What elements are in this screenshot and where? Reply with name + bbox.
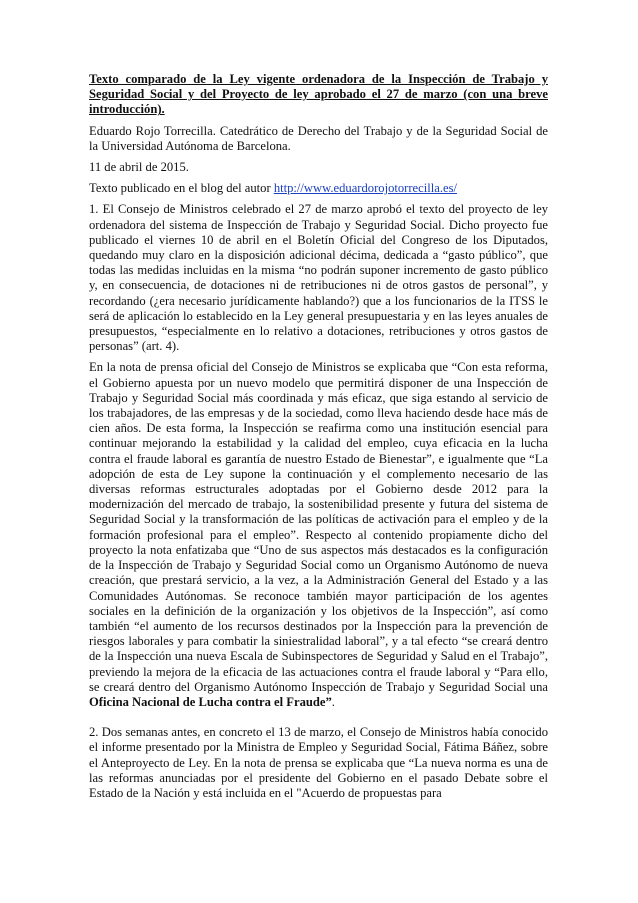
blog-link[interactable]: http://www.eduardorojotorrecilla.es/ (273, 181, 457, 196)
author-line: Eduardo Rojo Torrecilla. Catedrático de Derecho del Trabajo y de la Seguridad Social de la Universidad Autónoma de Barcelona. (89, 123, 548, 153)
blog-prefix: Texto publicado en el blog del autor (89, 181, 274, 196)
document-page (89, 72, 548, 807)
paragraph-2 (89, 360, 548, 710)
paragraph-2-text: En la nota de prensa oficial del Consejo de Ministros se explicaba que “Con esta reforma, el Gobierno apuesta por un nuevo modelo que permitirá disponer de una Inspección de Trabajo y Seguridad Social más coordinada y más eficaz, que siga estando al servicio de los trabajadores, de las empresas y de la sociedad, como lleva haciendo desde hace más de cien años. De esta forma, la Inspección se reafirma como una institución esencial para continuar mejorando la estabilidad y la calidad del empleo, cuya eficacia en la lucha contra el fraude laboral es garantía de nuestro Estado de Bienestar”, e igualmente que “La adopción de esta de Ley supone la continuación y el complemento necesario de las diversas reformas estructurales adoptadas por el Gobierno desde 2012 para la modernización del mercado de trabajo, la sostenibilidad presente y futura del sistema de Seguridad Social y la transformación de las políticas de activación para el empleo y de la formación profesional para el empleo”. Respecto al contenido propiamente dicho del proyecto la nota enfatizaba que “Uno de sus aspectos más destacados es la configuración de la Inspección de Trabajo y Seguridad Social como un Organismo Autónomo de nueva creación, que prestará servicio, a la vez, a la Administración General del Estado y a las Comunidades Autónomas. Se reconoce también mayor participación de los agentes sociales en la definición de la organización y los objetivos de la Inspección”, así como también “el aumento de los recursos destinados por la Inspección para la prevención de riesgos laborales y para combatir la siniestralidad laboral”, y a tal efecto “se creará dentro de la Inspección una nueva Escala de Subinspectores de Seguridad y Salud en el Trabajo”, previendo la mejora de la eficacia de las actuaciones contra el fraude laboral y “Para ello, se creará dentro del Organismo Autónomo Inspección de Trabajo y Seguridad Social una (89, 360, 548, 694)
paragraph-2-bold: Oficina Nacional de Lucha contra el Fraude” (89, 694, 332, 709)
paragraph-2-end: . (331, 694, 335, 709)
document-title: Texto comparado de la Ley vigente ordenadora de la Inspección de Trabajo y Seguridad Social y del Proyecto de ley aprobado el 27 de marzo (con una breve introducción). (89, 72, 548, 117)
date-line: 11 de abril de 2015. (89, 160, 189, 175)
paragraph-3: 2. Dos semanas antes, en concreto el 13 de marzo, el Consejo de Ministros había conocido el informe presentado por la Ministra de Empleo y Seguridad Social, Fátima Báñez, sobre el Anteproyecto de Ley. En la nota de prensa se explicaba que “La nueva norma es una de las reformas anunciadas por el presidente del Gobierno en el pasado Debate sobre el Estado de la Nación y está incluida en el "Acuerdo de propuestas para (89, 725, 548, 800)
blog-line (89, 181, 548, 196)
paragraph-1: 1. El Consejo de Ministros celebrado el 27 de marzo aprobó el texto del proyecto de ley ordenadora del sistema de Inspección de Trabajo y Seguridad Social. Dicho proyecto fue publicado el viernes 10 de abril en el Boletín Oficial del Congreso de los Diputados, quedando muy claro en la disposición adicional décima, dedicada a “gasto público”, que todas las medidas incluidas en la misma “no podrán suponer incremento de gasto público y, en consecuencia, de dotaciones ni de retribuciones ni de otros gastos de personal”, y recordando (¿era necesario jurídicamente hablando?) que a los funcionarios de la ITSS le será de aplicación lo establecido en la Ley general presupuestaria y en las leyes anuales de presupuestos, “especialmente en lo relativo a dotaciones, retribuciones y otros gastos de personas” (art. 4). (89, 202, 548, 354)
